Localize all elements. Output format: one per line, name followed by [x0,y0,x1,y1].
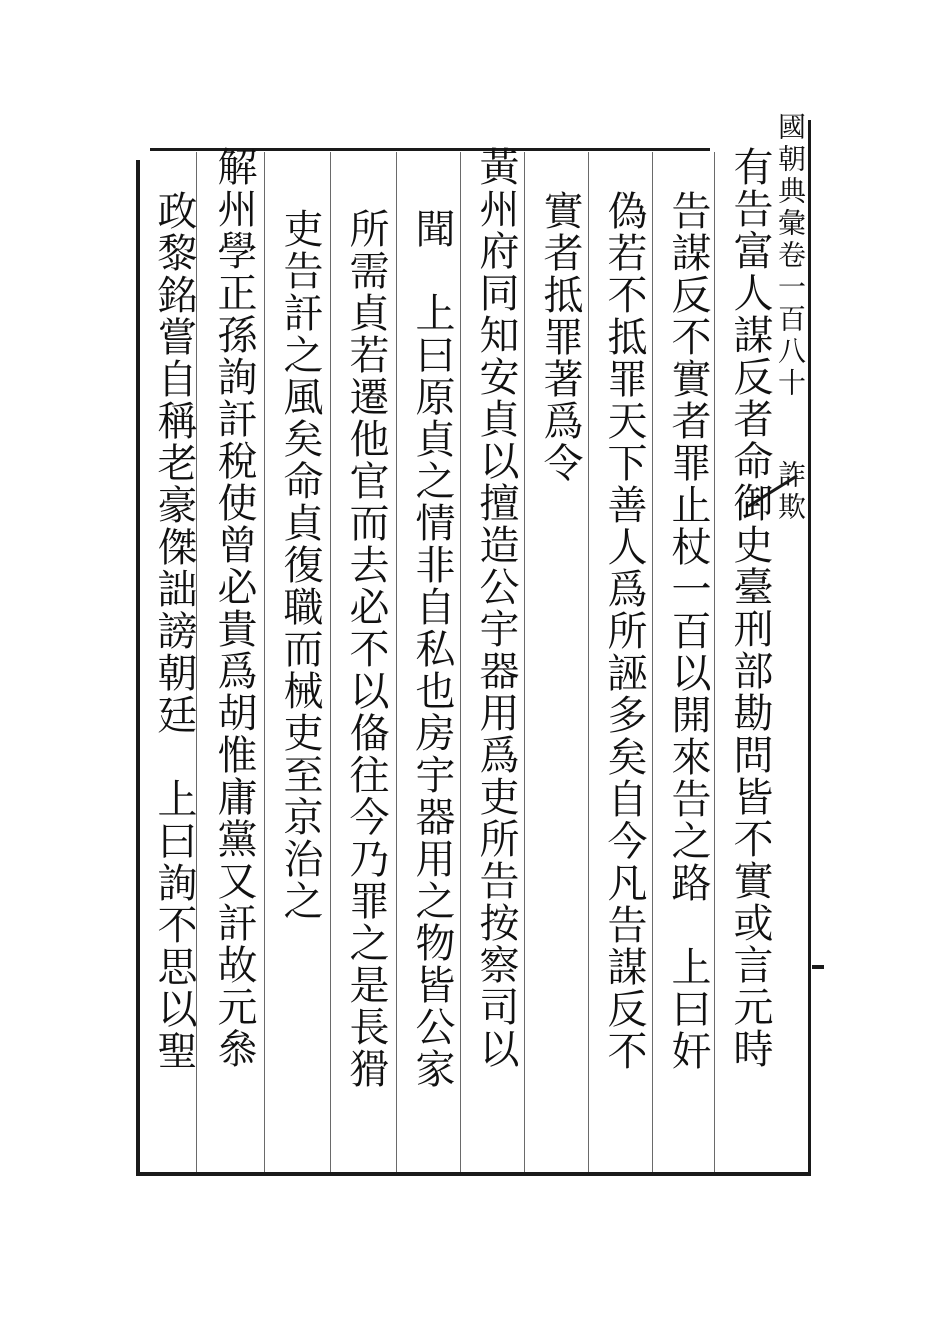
book-title: 國朝典彙卷一百八十 [774,112,807,400]
column-divider [396,152,397,1172]
text-column-8: 吏告訐之風矣命貞復職而械吏至京治之 [277,208,323,922]
text-column-6: 聞 上曰原貞之情非自私也房宇器用之物皆公家 [409,208,455,1090]
text-column-3: 偽若不抵罪天下善人爲所誣多矣自今凡告謀反不 [601,190,647,1072]
section-title: 詐欺 [774,460,807,524]
text-column-10: 政黎銘嘗自稱老豪傑詘謗朝廷 上曰詢不思以聖 [151,190,197,1072]
text-column-4: 實者抵罪著爲令 [537,190,583,484]
frame-left-rule [136,160,140,1176]
column-divider [524,152,525,1172]
column-divider [652,152,653,1172]
column-divider [330,152,331,1172]
text-column-2: 告謀反不實者罪止杖一百以開來告之路 上曰奸 [665,190,711,1072]
column-divider [460,152,461,1172]
text-column-5: 黃州府同知安貞以擅造公宇器用爲吏所告按察司以 [473,146,519,1070]
text-column-7: 所需貞若遷他官而去必不以俻往今乃罪之是長猾 [343,208,389,1090]
text-column-1: 有告富人謀反者命御史臺刑部勘問皆不實或言元時 [727,146,773,1070]
text-column-9: 解州學正孫詢訐稅使曾必貴爲胡惟庸黨又訐故元叅 [211,146,257,1070]
page-mark [812,965,824,969]
frame-right-rule [808,120,811,1176]
column-divider [588,152,589,1172]
column-divider [264,152,265,1172]
